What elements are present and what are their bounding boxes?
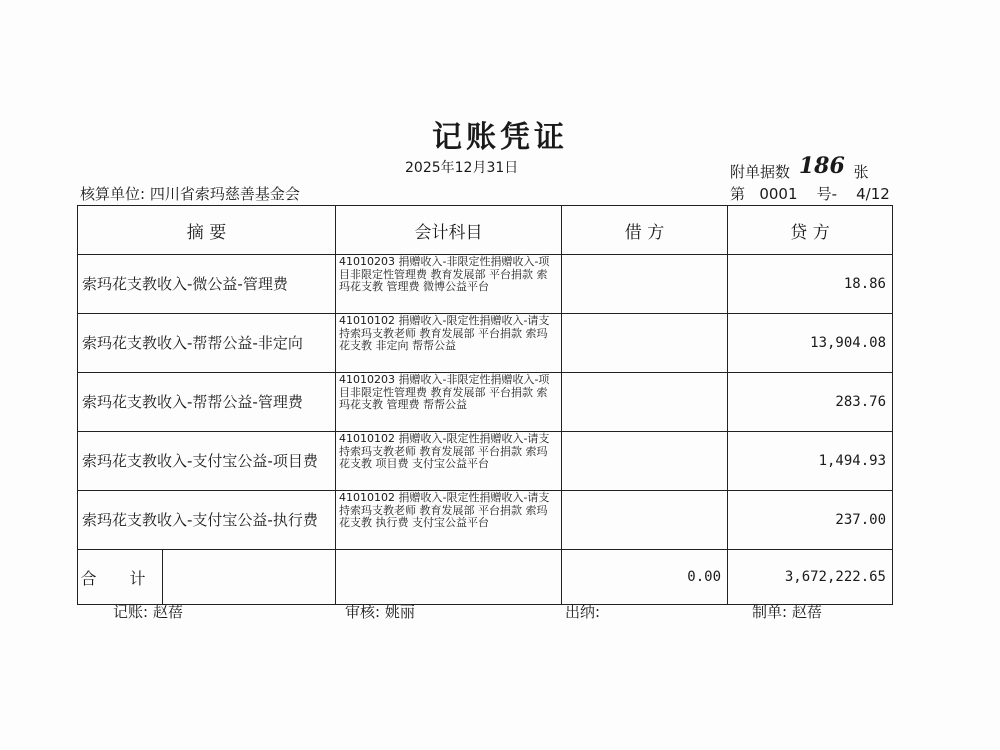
row-summary: 索玛花支教收入-帮帮公益-非定向 — [78, 314, 336, 373]
table-row — [78, 255, 893, 314]
table-row — [78, 373, 893, 432]
column-header-account: 会计科目 — [336, 206, 562, 255]
table-row — [78, 314, 893, 373]
row-debit — [562, 432, 728, 491]
total-row — [78, 550, 893, 605]
row-credit: 237.00 — [728, 491, 893, 550]
unit-label: 核算单位: — [80, 185, 146, 203]
voucher-prefix: 第 — [730, 185, 746, 203]
page-title: 记账凭证 — [432, 120, 568, 155]
preparer-sign: 制单: 赵蓓 — [752, 603, 822, 621]
row-summary: 索玛花支教收入-支付宝公益-项目费 — [78, 432, 336, 491]
row-credit: 13,904.08 — [728, 314, 893, 373]
accounting-unit — [80, 183, 300, 204]
column-header-debit: 借 方 — [562, 206, 728, 255]
voucher-no: 0001 — [759, 185, 798, 203]
total-blank — [336, 550, 562, 605]
auditor-sign: 审核: 姚丽 — [345, 603, 415, 621]
row-credit: 18.86 — [728, 255, 893, 314]
attachment-count: 186 — [798, 153, 845, 179]
table-row — [78, 491, 893, 550]
row-summary: 索玛花支教收入-支付宝公益-执行费 — [78, 491, 336, 550]
row-debit — [562, 491, 728, 550]
row-credit: 1,494.93 — [728, 432, 893, 491]
cashier-sign: 出纳: — [565, 603, 601, 621]
row-summary: 索玛花支教收入-微公益-管理费 — [78, 255, 336, 314]
total-credit: 3,672,222.65 — [728, 550, 893, 605]
voucher-date: 2025年12月31日 — [405, 160, 519, 176]
row-account: 41010102 捐赠收入-限定性捐赠收入-请支持索玛支教老师 教育发展部 平台捐款 索玛花支教 项目费 支付宝公益平台 — [336, 432, 562, 491]
attachment-unit: 张 — [853, 163, 869, 181]
bookkeeper-sign: 记账: 赵蓓 — [113, 603, 183, 621]
row-debit — [562, 255, 728, 314]
table-row — [78, 432, 893, 491]
row-account: 41010102 捐赠收入-限定性捐赠收入-请支持索玛支教老师 教育发展部 平台捐款 索玛花支教 执行费 支付宝公益平台 — [336, 491, 562, 550]
voucher-number — [730, 183, 890, 204]
table-header-row — [78, 206, 893, 255]
row-debit — [562, 314, 728, 373]
row-credit: 283.76 — [728, 373, 893, 432]
row-account: 41010203 捐赠收入-非限定性捐赠收入-项目非限定性管理费 教育发展部 平台捐款 索玛花支教 管理费 帮帮公益 — [336, 373, 562, 432]
row-account: 41010102 捐赠收入-限定性捐赠收入-请支持索玛支教老师 教育发展部 平台捐款 索玛花支教 非定向 帮帮公益 — [336, 314, 562, 373]
column-header-credit: 贷 方 — [728, 206, 893, 255]
voucher-suffix: 号- — [816, 185, 838, 203]
attachment-count-field — [730, 153, 869, 183]
total-label — [78, 550, 336, 605]
total-label-text: 合 计 — [78, 550, 163, 604]
total-debit: 0.00 — [562, 550, 728, 605]
column-header-summary: 摘 要 — [78, 206, 336, 255]
row-debit — [562, 373, 728, 432]
unit-name: 四川省索玛慈善基金会 — [149, 185, 300, 203]
row-account: 41010203 捐赠收入-非限定性捐赠收入-项目非限定性管理费 教育发展部 平台捐款 索玛花支教 管理费 微博公益平台 — [336, 255, 562, 314]
row-summary: 索玛花支教收入-帮帮公益-管理费 — [78, 373, 336, 432]
attachment-label: 附单据数 — [730, 163, 791, 181]
page-count: 4/12 — [856, 185, 890, 203]
voucher-table — [77, 205, 893, 605]
